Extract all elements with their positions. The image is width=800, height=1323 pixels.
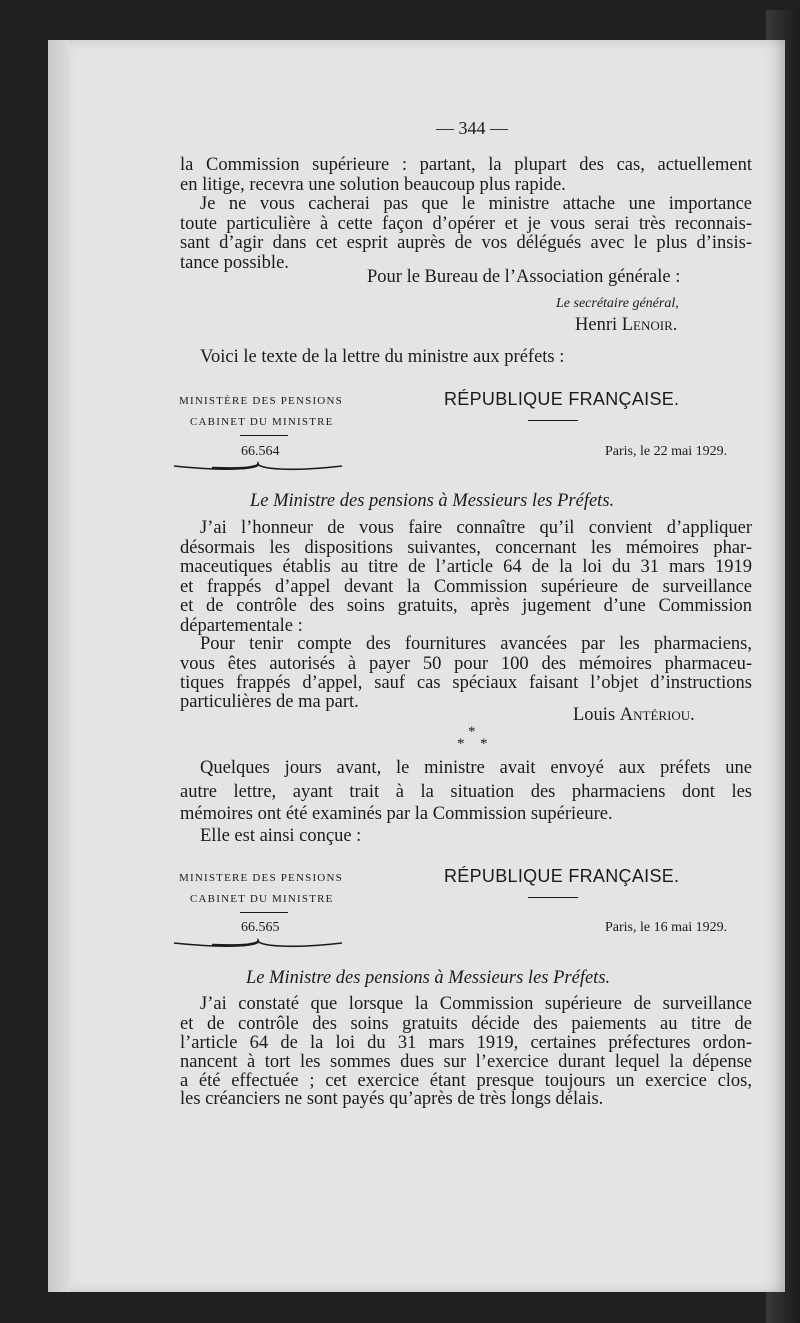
- letter2-line-1: J’ai constaté que lorsque la Commission supérieure de surveillance: [200, 994, 752, 1014]
- letter1-republic-rule: [528, 420, 578, 421]
- page-gutter: [48, 40, 70, 1292]
- letter1-line-3: maceutiques établis au titre de l’article 64 de la loi du 31 mars 1919: [180, 557, 752, 577]
- signoff-name: [575, 315, 677, 336]
- letter2-cabinet: CABINET DU MINISTRE: [190, 893, 334, 905]
- opening-line-2: en litige, recevra une solution beaucoup plus rapide.: [180, 175, 566, 195]
- middle-line-4: Elle est ainsi conçue :: [200, 826, 362, 846]
- letter2-flourish: [172, 936, 344, 950]
- letter1-line-10: particulières de ma part.: [180, 692, 359, 712]
- letter2-ref: 66.565: [241, 920, 280, 935]
- asterism-star-top: *: [468, 724, 476, 740]
- letter1-cabinet: CABINET DU MINISTRE: [190, 416, 334, 428]
- signoff-line: Pour le Bureau de l’Association générale :: [367, 267, 681, 287]
- letter1-flourish: [172, 459, 344, 473]
- opening-line-5: sant d’agir dans cet esprit auprès de vos délégués avec le plus d’insis-: [180, 233, 752, 253]
- asterism-star-left: *: [457, 736, 465, 752]
- letter1-line-4: et frappés d’appel devant la Commission supérieure de surveillance: [180, 577, 752, 597]
- letter1-line-1: J’ai l’honneur de vous faire connaître qu’il convient d’appliquer: [200, 518, 752, 538]
- intro-text: Voici le texte de la lettre du ministre aux préfets :: [200, 347, 565, 367]
- letter1-signature-last: Antériou.: [619, 705, 695, 725]
- letter1-line-7: Pour tenir compte des fournitures avancées par les pharmaciens,: [200, 634, 752, 654]
- letter2-line-4: nancent à tort les sommes dues sur l’exercice durant lequel la dépense: [180, 1052, 752, 1072]
- signoff-name-last: Lenoir.: [621, 315, 678, 335]
- letter1-line-9: tiques frappés d’appel, sauf cas spéciaux faisant l’objet d’instructions: [180, 673, 752, 693]
- letter2-ref-rule: [240, 912, 288, 913]
- middle-line-1: Quelques jours avant, le ministre avait envoyé aux préfets une: [200, 758, 752, 778]
- letter1-ministry: MINISTÈRE DES PENSIONS: [179, 395, 343, 407]
- middle-line-2: autre lettre, ayant trait à la situation des pharmaciens dont les: [180, 782, 752, 802]
- middle-line-3: mémoires ont été examinés par la Commission supérieure.: [180, 804, 613, 824]
- letter1-line-6: départementale :: [180, 616, 303, 636]
- letter1-republic: RÉPUBLIQUE FRANÇAISE.: [444, 389, 680, 409]
- opening-line-3: Je ne vous cacherai pas que le ministre attache une importance: [200, 194, 752, 214]
- letter1-signature: [573, 705, 695, 726]
- asterism-star-right: *: [480, 736, 488, 752]
- signoff-role: Le secrétaire général,: [556, 296, 679, 311]
- letter1-line-5: et de contrôle des soins gratuits, après jugement d’une Commission: [180, 596, 752, 616]
- letter2-line-6: les créanciers ne sont payés qu’après de très longs délais.: [180, 1089, 604, 1109]
- letter1-signature-first: Louis: [573, 705, 616, 725]
- letter1-ref: 66.564: [241, 444, 280, 459]
- letter1-heading: Le Ministre des pensions à Messieurs les Préfets.: [250, 491, 615, 511]
- page-number: — 344 —: [436, 118, 508, 138]
- letter2-line-5: a été effectuée ; cet exercice étant presque toujours un exercice clos,: [180, 1071, 752, 1091]
- letter1-ref-rule: [240, 435, 288, 436]
- opening-line-4: toute particulière à cette façon d’opérer et je vous serai très reconnais-: [180, 214, 752, 234]
- opening-line-1: la Commission supérieure : partant, la plupart des cas, actuellement: [180, 155, 752, 175]
- letter1-line-2: désormais les dispositions suivantes, concernant les mémoires phar-: [180, 538, 752, 558]
- letter1-date: Paris, le 22 mai 1929.: [605, 444, 728, 459]
- letter2-line-2: et de contrôle des soins gratuits décide des paiements au titre de: [180, 1014, 752, 1034]
- letter2-republic: RÉPUBLIQUE FRANÇAISE.: [444, 866, 680, 886]
- letter2-line-3: l’article 64 de la loi du 31 mars 1919, certaines préfectures ordon-: [180, 1033, 752, 1053]
- opening-line-6: tance possible.: [180, 253, 289, 273]
- signoff-name-first: Henri: [575, 315, 618, 335]
- letter2-date: Paris, le 16 mai 1929.: [605, 920, 728, 935]
- letter2-republic-rule: [528, 897, 578, 898]
- letter2-heading: Le Ministre des pensions à Messieurs les Préfets.: [246, 968, 611, 988]
- letter1-line-8: vous êtes autorisés à payer 50 pour 100 des mémoires pharmaceu-: [180, 654, 752, 674]
- letter2-ministry: MINISTERE DES PENSIONS: [179, 872, 343, 884]
